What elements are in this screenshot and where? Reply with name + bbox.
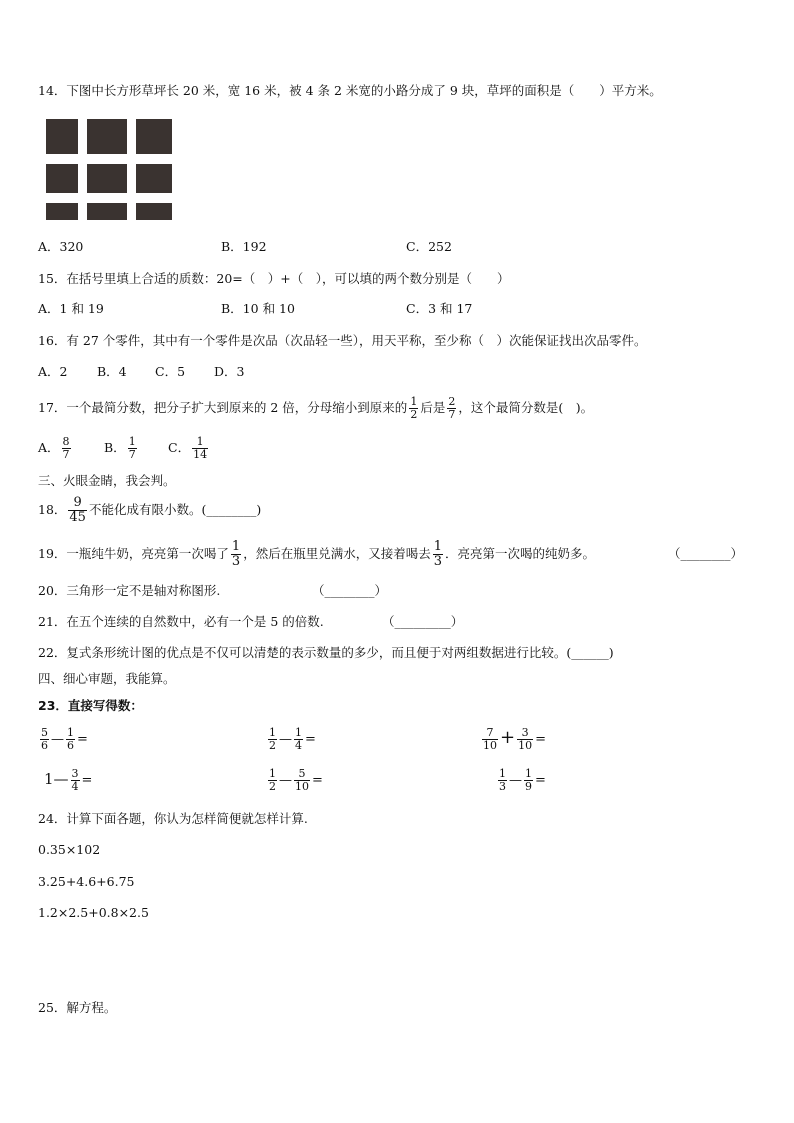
- q17-option-a[interactable]: A． $\frac{8}{7}$: [38, 435, 70, 461]
- q24-item-3[interactable]: 1.2×2.5+0.8×2.5: [38, 905, 149, 920]
- q24-item-1[interactable]: 0.35×102: [38, 842, 101, 857]
- q14-text: 14．下图中长方形草坪长 20 米，宽 16 米，被 4 条 2 米宽的小路分成了 9 块，草坪的面积是（ ）平方米。: [38, 83, 662, 98]
- q20-answer-blank[interactable]: （________）: [312, 583, 388, 598]
- road-horizontal: [46, 193, 172, 203]
- q23-item-4[interactable]: 1— $\frac{3}{4}$ =: [44, 767, 93, 793]
- q16-option-a[interactable]: A．2: [38, 364, 68, 379]
- q25-title: 25．解方程。: [38, 1000, 117, 1015]
- fraction: $\frac{1}{2}$: [410, 395, 418, 421]
- q14-option-c[interactable]: C．252: [406, 239, 452, 254]
- q22-text: 22．复式条形统计图的优点是不仅可以清楚的表示数量的多少，而且便于对两组数据进行比较。(______): [38, 645, 614, 660]
- section-3-heading: 三、火眼金睛，我会判。: [38, 473, 176, 488]
- lawn-diagram: [46, 119, 172, 220]
- fraction: $\frac{2}{7}$: [448, 395, 456, 421]
- q19-text: 19．一瓶纯牛奶，亮亮第一次喝了 $\frac{1}{3}$ ，然后在瓶里兑满水，又接着喝去 $\frac{1}{3}$ ．亮亮第一次喝的纯奶多。: [38, 539, 596, 569]
- q20-text: 20．三角形一定不是轴对称图形.: [38, 583, 221, 598]
- q17-option-b[interactable]: B． $\frac{1}{7}$: [104, 435, 136, 461]
- road-horizontal: [46, 154, 172, 164]
- road-vertical: [78, 119, 87, 220]
- q14-option-a[interactable]: A．320: [38, 239, 84, 254]
- q15-option-c[interactable]: C．3 和 17: [406, 301, 473, 316]
- q16-text: 16．有 27 个零件，其中有一个零件是次品（次品轻一些），用天平称，至少称（ ）次能保证找出次品零件。: [38, 333, 647, 348]
- q23-title: 23．直接写得数：: [38, 698, 143, 713]
- q17-option-c[interactable]: C． $\frac{1}{14}$: [168, 435, 208, 461]
- q23-item-6[interactable]: $\frac{1}{3}$ — $\frac{1}{9}$ =: [499, 767, 546, 793]
- q19-answer-blank[interactable]: （________）: [668, 546, 744, 561]
- q15-option-b[interactable]: B．10 和 10: [221, 301, 295, 316]
- road-vertical: [127, 119, 136, 220]
- q21-answer-blank[interactable]: （_________）: [382, 614, 464, 629]
- q17-text: 17．一个最简分数，把分子扩大到原来的 2 倍，分母缩小到原来的 $\frac{1}{2}$ 后是 $\frac{2}{7}$ ，这个最简分数是( )。: [38, 395, 594, 421]
- q24-item-2[interactable]: 3.25+4.6+6.75: [38, 874, 135, 889]
- q23-item-3[interactable]: $\frac{7}{10}$ + $\frac{3}{10}$ =: [483, 726, 546, 752]
- q15-text: 15．在括号里填上合适的质数：20=（ ）+（ ），可以填的两个数分别是（ ）: [38, 271, 510, 286]
- q14-option-b[interactable]: B．192: [221, 239, 267, 254]
- q15-option-a[interactable]: A．1 和 19: [38, 301, 104, 316]
- q16-option-d[interactable]: D．3: [214, 364, 245, 379]
- q23-item-1[interactable]: $\frac{5}{6}$ — $\frac{1}{6}$ =: [41, 726, 88, 752]
- q16-option-b[interactable]: B．4: [97, 364, 127, 379]
- q24-title: 24．计算下面各题，你认为怎样简便就怎样计算.: [38, 811, 308, 826]
- q23-item-5[interactable]: $\frac{1}{2}$ — $\frac{5}{10}$ =: [269, 767, 323, 793]
- q18-text: 18． $\frac{9}{45}$ 不能化成有限小数。(________): [38, 495, 262, 525]
- section-4-heading: 四、细心审题，我能算。: [38, 671, 176, 686]
- q16-option-c[interactable]: C．5: [155, 364, 186, 379]
- q23-item-2[interactable]: $\frac{1}{2}$ — $\frac{1}{4}$ =: [269, 726, 316, 752]
- q21-text: 21．在五个连续的自然数中，必有一个是 5 的倍数.: [38, 614, 324, 629]
